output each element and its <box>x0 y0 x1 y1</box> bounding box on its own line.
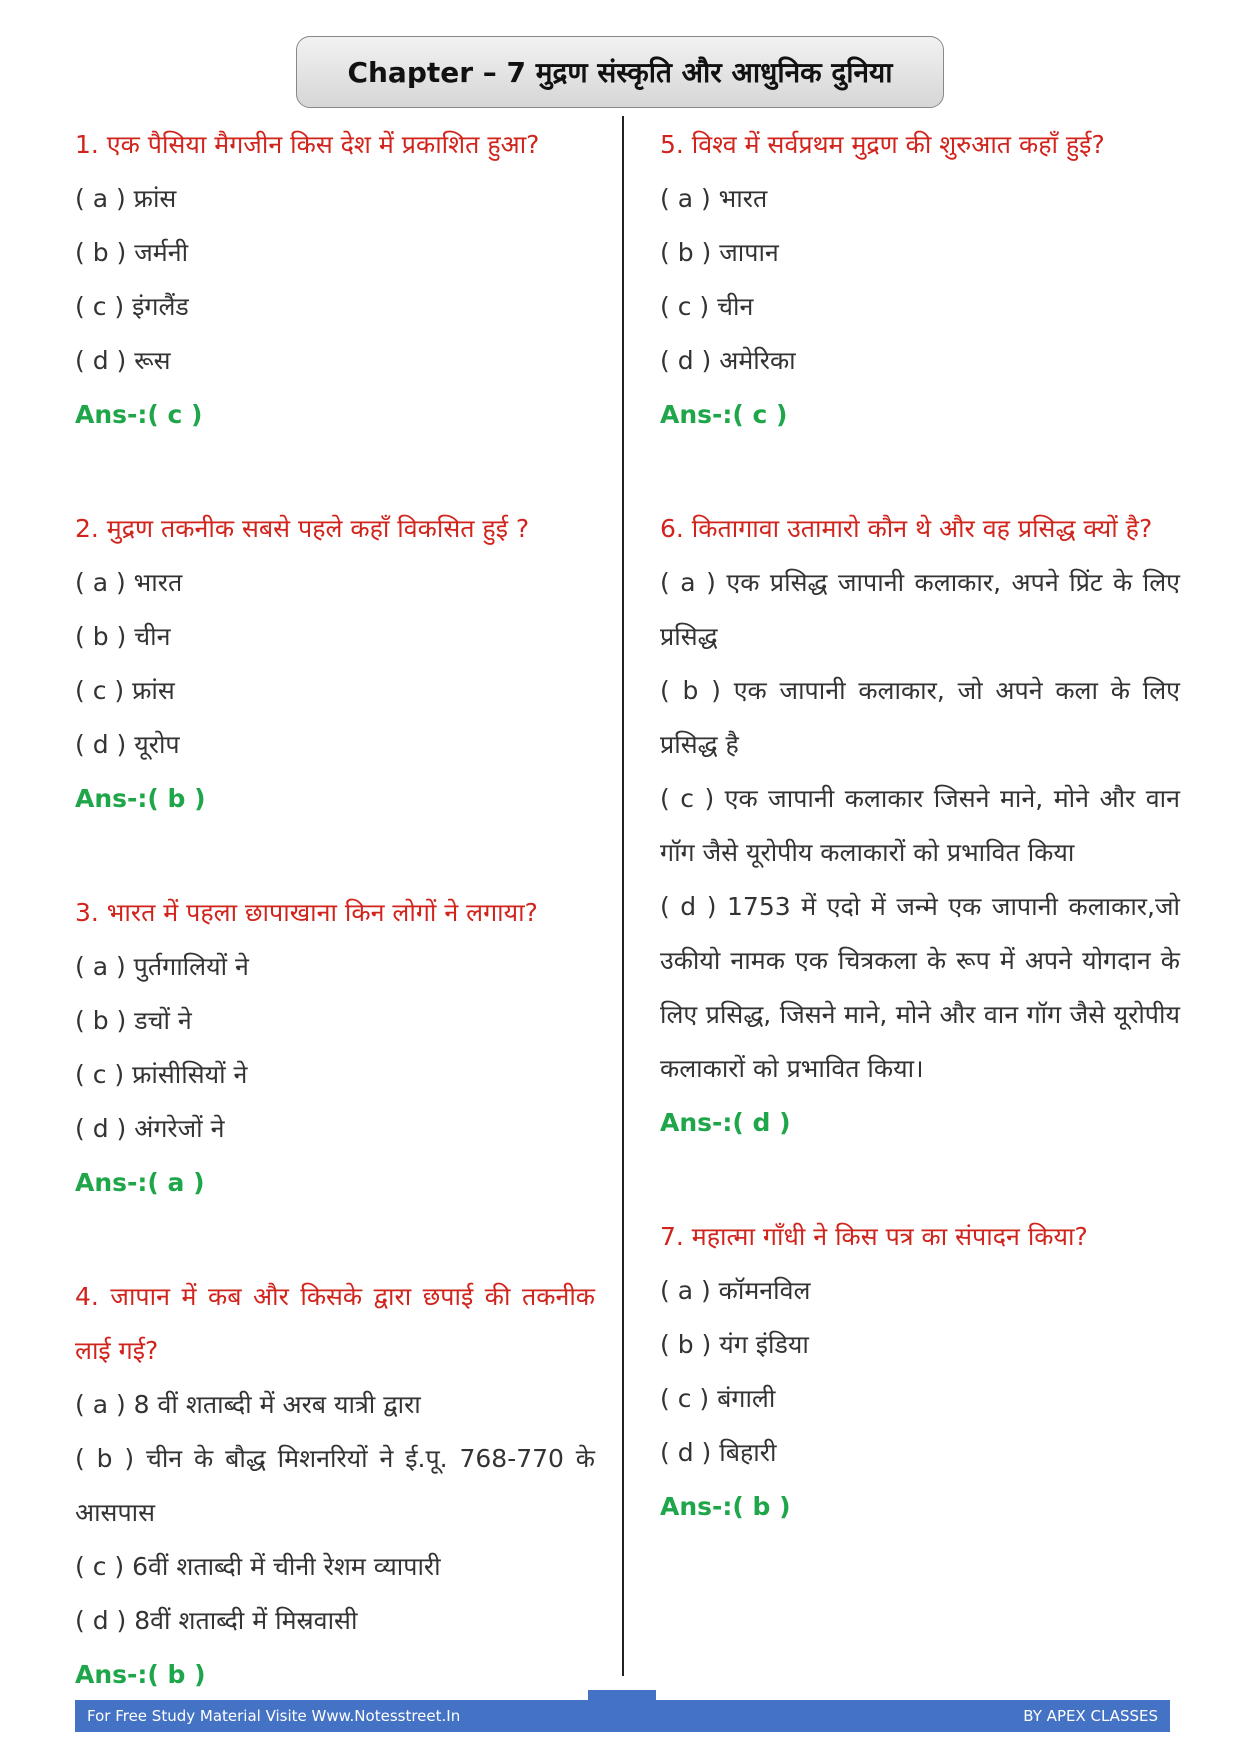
footer-credit-text: BY APEX CLASSES <box>1023 1707 1158 1725</box>
left-column <box>75 118 595 1762</box>
option-c: ( c ) बंगाली <box>660 1384 776 1413</box>
option-a: ( a ) भारत <box>660 184 768 213</box>
question-block-5 <box>660 118 1180 442</box>
question-text: 5. विश्व में सर्वप्रथम मुद्रण की शुरुआत कहाँ हुई? <box>660 130 1105 159</box>
answer-label: Ans-:( a ) <box>75 1168 205 1197</box>
question-text: 2. मुद्रण तकनीक सबसे पहले कहाँ विकसित हुई ? <box>75 514 530 543</box>
question-block-3 <box>75 886 595 1210</box>
option-b: ( b ) चीन के बौद्ध मिशनरियों ने ई.पू. 768-770 के आसपास <box>75 1444 595 1527</box>
right-column <box>660 118 1180 1594</box>
answer-label: Ans-:( d ) <box>660 1108 791 1137</box>
footer-website-text: For Free Study Material Visite Www.Notesstreet.In <box>87 1707 461 1725</box>
option-d: ( d ) यूरोप <box>75 730 180 759</box>
option-b: ( b ) जर्मनी <box>75 238 189 267</box>
question-text: 7. महात्मा गाँधी ने किस पत्र का संपादन किया? <box>660 1222 1088 1251</box>
option-a: ( a ) फ्रांस <box>75 184 177 213</box>
option-d: ( d ) बिहारी <box>660 1438 777 1467</box>
answer-label: Ans-:( c ) <box>660 400 788 429</box>
question-text: 3. भारत में पहला छापाखाना किन लोगों ने लगाया? <box>75 898 538 927</box>
option-c: ( c ) चीन <box>660 292 754 321</box>
question-block-1 <box>75 118 595 442</box>
question-text: 1. एक पैसिया मैगजीन किस देश में प्रकाशित हुआ? <box>75 130 540 159</box>
option-d: ( d ) 8वीं शताब्दी में मिस्रवासी <box>75 1606 358 1635</box>
option-a: ( a ) पुर्तगालियों ने <box>75 952 249 981</box>
option-c: ( c ) 6वीं शताब्दी में चीनी रेशम व्यापारी <box>75 1552 441 1581</box>
question-text: 6. कितागावा उतामारो कौन थे और वह प्रसिद्ध क्यों है? <box>660 514 1153 543</box>
option-d: ( d ) 1753 में एदो में जन्मे एक जापानी कलाकार,जो उकीयो नामक एक चित्रकला के रूप में अपने योगदान के लिए प्रसिद्ध, जिसने माने, मोने और वान गॉग जैसे यूरोपीय कलाकारों को प्रभावित किया। <box>660 892 1180 1083</box>
question-block-6 <box>660 502 1180 1150</box>
answer-label: Ans-:( b ) <box>660 1492 791 1521</box>
option-c: ( c ) फ्रांस <box>75 676 175 705</box>
option-c: ( c ) इंगलैंड <box>75 292 189 321</box>
option-d: ( d ) अमेरिका <box>660 346 796 375</box>
option-d: ( d ) अंगरेजों ने <box>75 1114 225 1143</box>
option-c: ( c ) फ्रांसीसियों ने <box>75 1060 248 1089</box>
footer-bar <box>75 1700 1170 1732</box>
page-title <box>296 36 944 108</box>
option-a: ( a ) कॉमनविल <box>660 1276 811 1305</box>
option-b: ( b ) चीन <box>75 622 171 651</box>
answer-label: Ans-:( b ) <box>75 1660 206 1689</box>
question-block-4 <box>75 1270 595 1702</box>
option-b: ( b ) जापान <box>660 238 779 267</box>
option-a: ( a ) एक प्रसिद्ध जापानी कलाकार, अपने प्रिंट के लिए प्रसिद्ध <box>660 568 1180 651</box>
question-text: 4. जापान में कब और किसके द्वारा छपाई की तकनीक लाई गई? <box>75 1282 595 1365</box>
option-d: ( d ) रूस <box>75 346 171 375</box>
option-b: ( b ) एक जापानी कलाकार, जो अपने कला के लिए प्रसिद्ध है <box>660 676 1180 759</box>
option-c: ( c ) एक जापानी कलाकार जिसने माने, मोने और वान गॉग जैसे यूरोपीय कलाकारों को प्रभावित किया <box>660 784 1180 867</box>
column-divider <box>622 116 624 1676</box>
question-block-7 <box>660 1210 1180 1534</box>
answer-label: Ans-:( b ) <box>75 784 206 813</box>
answer-label: Ans-:( c ) <box>75 400 203 429</box>
page-title-text: Chapter – 7 मुद्रण संस्कृति और आधुनिक दुनिया <box>347 56 893 89</box>
option-a: ( a ) 8 वीं शताब्दी में अरब यात्री द्वारा <box>75 1390 421 1419</box>
question-block-2 <box>75 502 595 826</box>
option-b: ( b ) यंग इंडिया <box>660 1330 809 1359</box>
option-b: ( b ) डचों ने <box>75 1006 192 1035</box>
option-a: ( a ) भारत <box>75 568 183 597</box>
